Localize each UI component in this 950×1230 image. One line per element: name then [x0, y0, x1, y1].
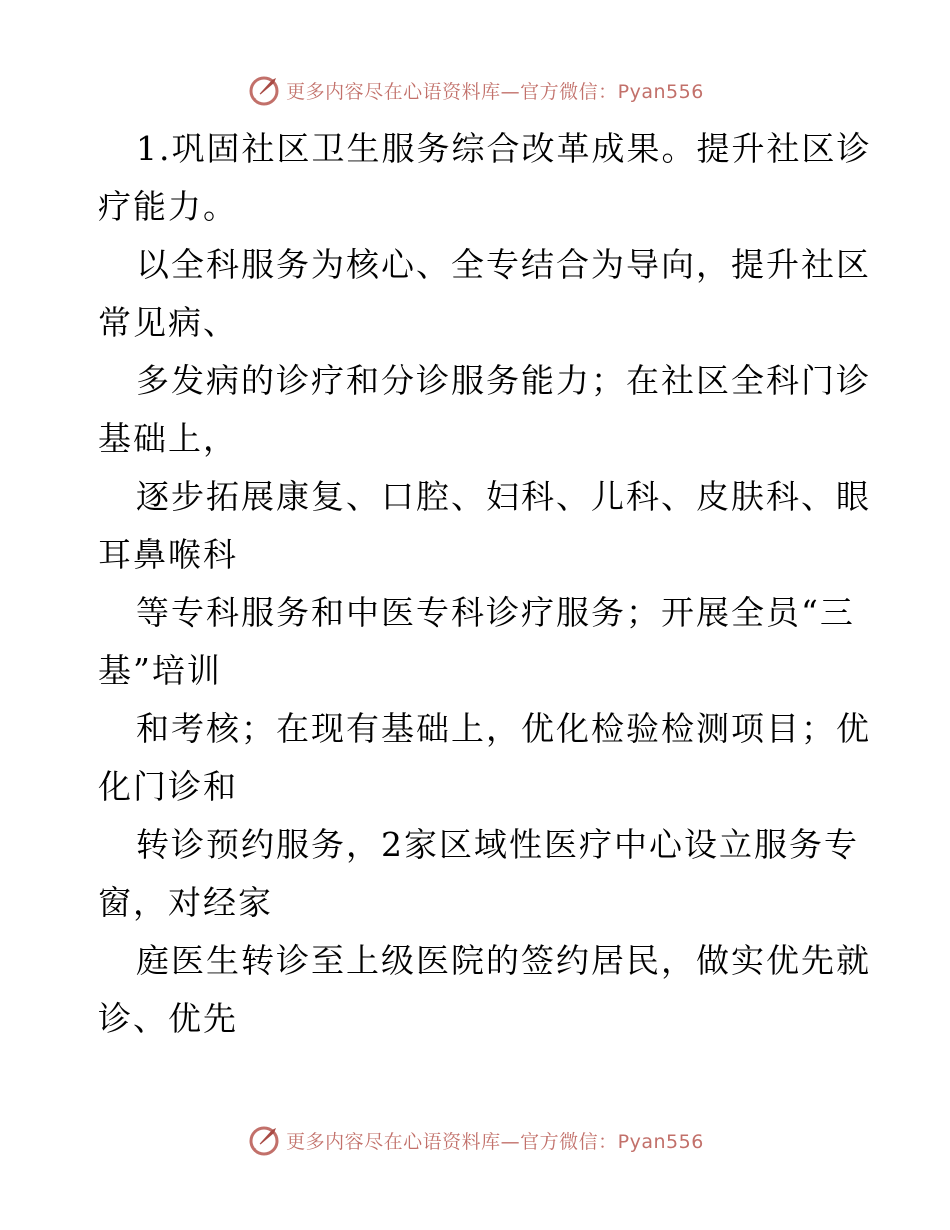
- paragraph-line: 基”培训: [98, 651, 222, 690]
- paragraph: [98, 236, 871, 352]
- paragraph-line: 耳鼻喉科: [98, 535, 238, 574]
- paragraph: [98, 816, 858, 932]
- paragraph: [98, 932, 871, 1048]
- watermark-text: 更多内容尽在心语资料库—官方微信：Pyan556: [286, 80, 704, 103]
- paragraph-line: 等专科服务和中医专科诊疗服务；开展全员“三: [136, 593, 855, 632]
- paragraph-line: 疗能力。: [98, 187, 238, 226]
- paragraph: [98, 700, 871, 816]
- footer-watermark: [0, 1120, 950, 1160]
- paragraph-line: 转诊预约服务，2家区域性医疗中心设立服务专: [136, 825, 859, 864]
- paragraph-line: 基础上，: [98, 419, 238, 458]
- header-watermark: [0, 70, 950, 110]
- paragraph: [98, 468, 871, 584]
- paragraph-line: 窗，对经家: [98, 883, 273, 922]
- quill-pen-circle-icon: [246, 1122, 282, 1158]
- paragraph: [98, 584, 858, 700]
- watermark-text: 更多内容尽在心语资料库—官方微信：Pyan556: [286, 1130, 704, 1153]
- paragraph-line: 庭医生转诊至上级医院的签约居民，做实优先就: [136, 941, 871, 980]
- paragraph: [98, 120, 872, 236]
- paragraph-line: 诊、优先: [98, 999, 238, 1038]
- paragraph-line: 1.巩固社区卫生服务综合改革成果。提升社区诊: [136, 129, 872, 168]
- paragraph-line: 和考核；在现有基础上，优化检验检测项目；优: [136, 709, 871, 748]
- paragraph-line: 化门诊和: [98, 767, 238, 806]
- quill-pen-circle-icon: [246, 72, 282, 108]
- paragraph-line: 多发病的诊疗和分诊服务能力；在社区全科门诊: [136, 361, 871, 400]
- paragraph-line: 逐步拓展康复、口腔、妇科、儿科、皮肤科、眼: [136, 477, 871, 516]
- document-body: [98, 120, 872, 1048]
- paragraph: [98, 352, 871, 468]
- paragraph-line: 以全科服务为核心、全专结合为导向，提升社区: [136, 245, 871, 284]
- paragraph-line: 常见病、: [98, 303, 238, 342]
